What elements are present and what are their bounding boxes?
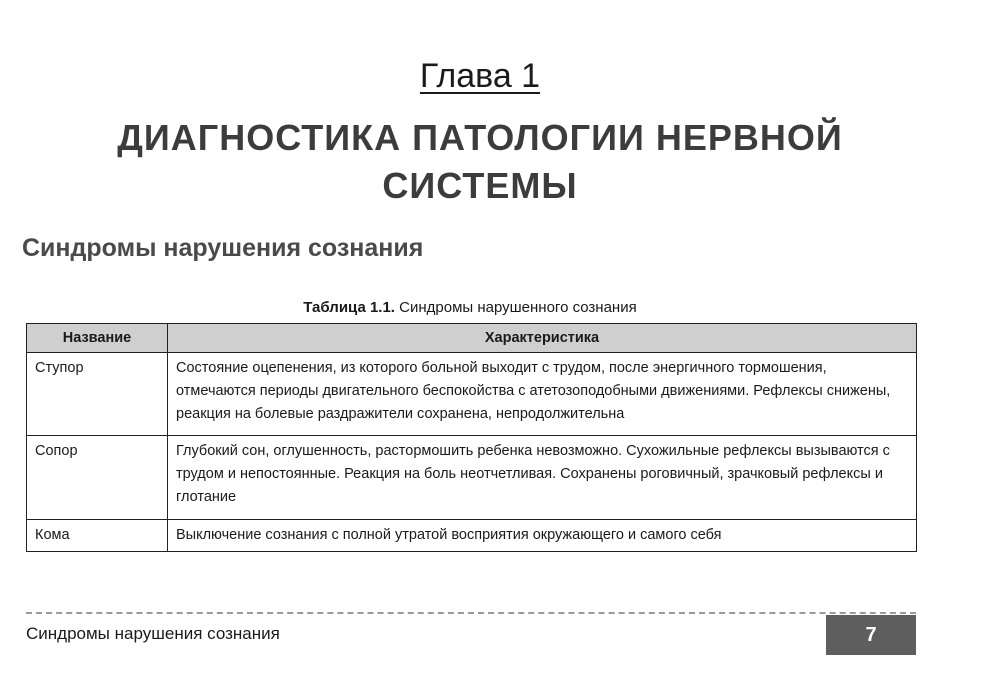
chapter-title-line1: ДИАГНОСТИКА ПАТОЛОГИИ НЕРВНОЙ <box>117 117 843 158</box>
table-row <box>27 436 917 520</box>
footer-divider <box>26 612 916 614</box>
cell-name: Ступор <box>27 353 168 436</box>
table-row <box>27 353 917 436</box>
cell-description: Состояние оцепенения, из которого больной выходит с трудом, после энергичного тормошения, отмечаются периоды двигательного беспокойства с атетозоподобными движениями. Рефлексы снижены, реакция на болевые раздражители сохранена, непродолжительна <box>168 353 917 436</box>
running-title: Синдромы нарушения сознания <box>26 624 280 643</box>
header-name: Название <box>27 324 168 353</box>
cell-name: Кома <box>27 520 168 552</box>
table-caption-label: Таблица 1.1. <box>303 299 395 316</box>
table-caption <box>0 298 940 318</box>
table-header-row <box>27 324 917 353</box>
section-heading: Синдромы нарушения сознания <box>22 234 424 262</box>
cell-name: Сопор <box>27 436 168 520</box>
chapter-label-text: Глава 1 <box>419 57 541 95</box>
table-caption-text: Синдромы нарушенного сознания <box>399 299 637 316</box>
page-number: 7 <box>826 615 916 655</box>
chapter-label <box>0 56 960 96</box>
table-row <box>27 520 917 552</box>
chapter-title <box>0 114 960 210</box>
chapter-title-line2: СИСТЕМЫ <box>382 165 578 206</box>
header-characteristic: Характеристика <box>168 324 917 353</box>
cell-description: Выключение сознания с полной утратой восприятия окружающего и самого себя <box>168 520 917 552</box>
cell-description: Глубокий сон, оглушенность, растормошить ребенка невозможно. Сухожильные рефлексы вызываются с трудом и непостоянные. Реакция на боль неотчетливая. Сохранены роговичный, зрачковый рефлексы и глотание <box>168 436 917 520</box>
syndromes-table <box>26 323 917 552</box>
